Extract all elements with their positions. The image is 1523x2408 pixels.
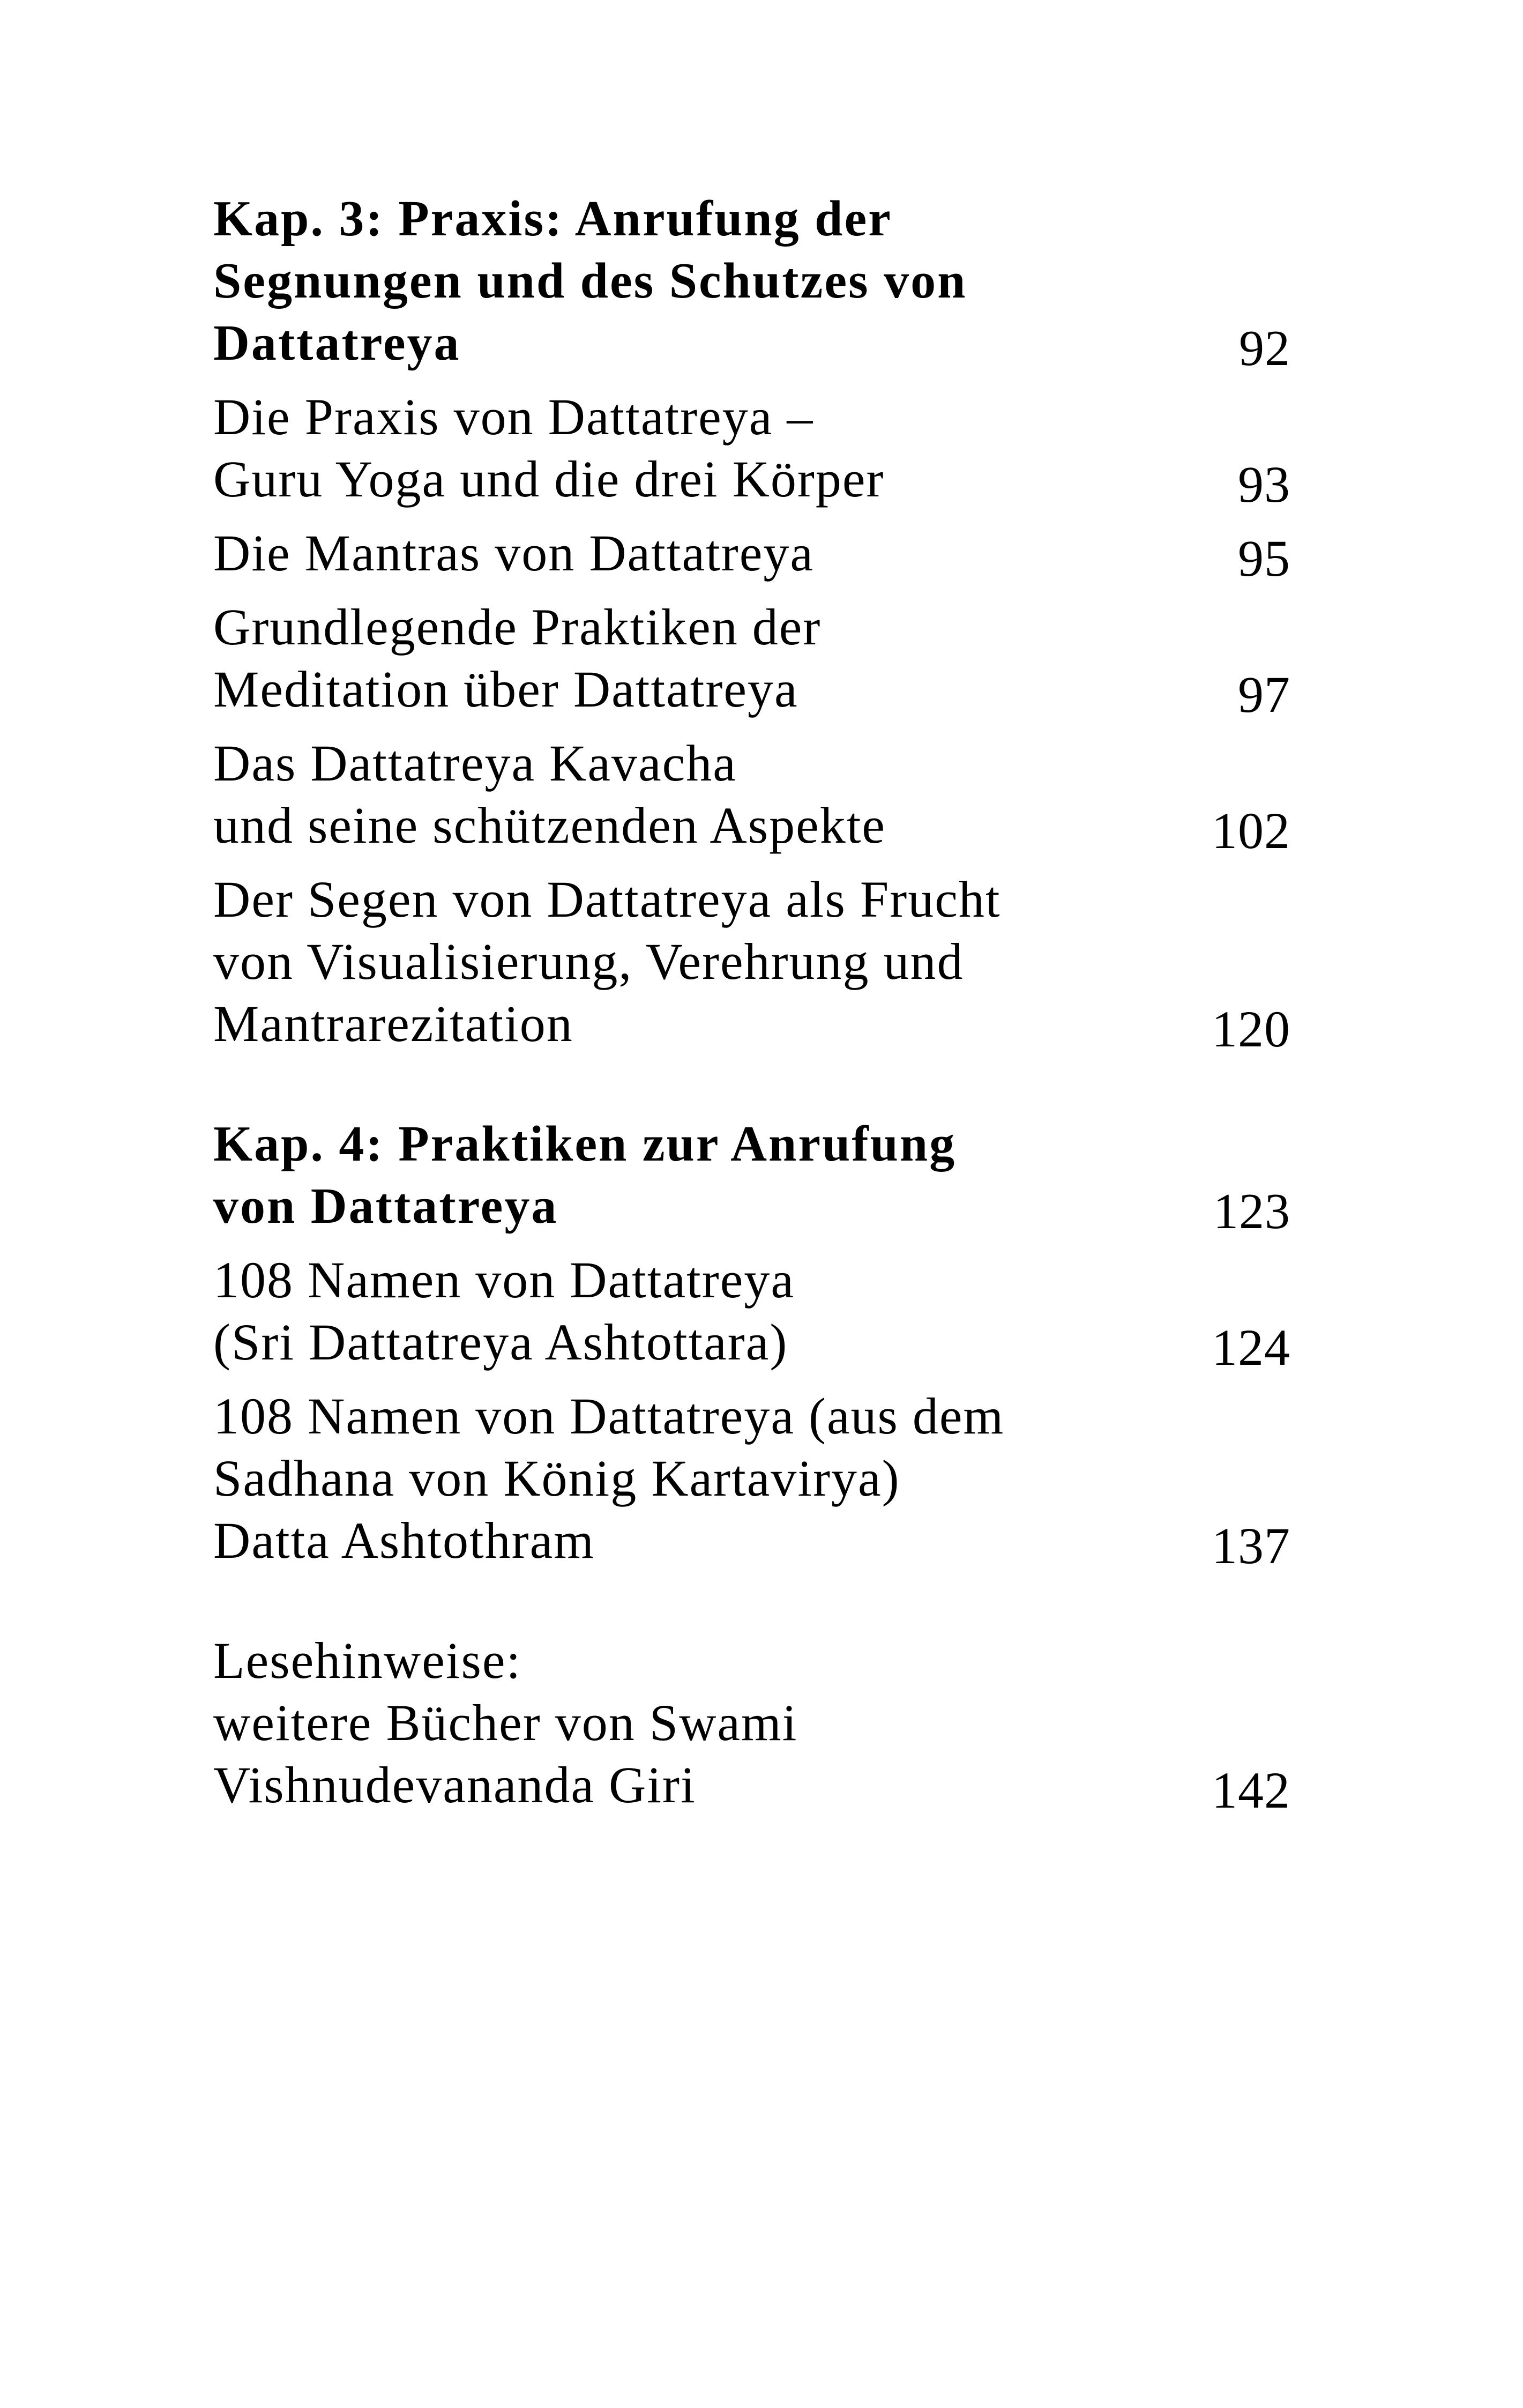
toc-line: von Dattatreya — [213, 1178, 558, 1234]
toc-page-number: 92 — [1239, 321, 1290, 376]
toc-chapter-4 — [213, 1113, 1290, 1237]
toc-entry-title — [213, 1249, 1135, 1373]
toc-page-number: 137 — [1212, 1517, 1290, 1574]
toc-line: Dattatreya — [213, 315, 461, 371]
toc-page-number: 123 — [1213, 1184, 1290, 1239]
toc-line: Kap. 4: Praktiken zur Anrufung — [213, 1116, 957, 1172]
toc-page-number: 95 — [1238, 530, 1290, 587]
toc-line: weitere Bücher von Swami — [213, 1694, 798, 1751]
toc-line: Datta Ashtothram — [213, 1512, 595, 1569]
toc-chapter-3 — [213, 188, 1290, 374]
toc-entry-reading-notes — [213, 1630, 1290, 1819]
toc-page-number: 93 — [1238, 456, 1290, 513]
toc-line: Lesehinweise: — [213, 1632, 522, 1689]
toc-line: Das Dattatreya Kavacha — [213, 734, 737, 792]
toc-line: Mantrarezitation — [213, 995, 573, 1052]
toc-line: (Sri Dattatreya Ashtottara) — [213, 1313, 788, 1371]
toc-entry — [213, 868, 1290, 1058]
toc-page-number: 102 — [1212, 802, 1290, 859]
toc-page-number: 124 — [1212, 1319, 1290, 1376]
toc-chapter-title — [213, 1113, 1135, 1237]
toc-entry-title — [213, 1385, 1135, 1572]
toc-line: 108 Namen von Dattatreya (aus dem — [213, 1387, 1005, 1445]
toc-line: Der Segen von Dattatreya als Frucht — [213, 871, 1001, 928]
toc-page-number: 97 — [1238, 666, 1290, 723]
toc-line: 108 Namen von Dattatreya — [213, 1251, 795, 1309]
toc-line: Meditation über Dattatreya — [213, 660, 798, 718]
toc-entry-title — [213, 522, 1135, 584]
toc-line: Segnungen und des Schutzes von — [213, 253, 967, 309]
toc-line: Kap. 3: Praxis: Anrufung der — [213, 191, 892, 247]
toc-page-number: 120 — [1212, 1000, 1290, 1058]
toc-entry — [213, 522, 1290, 587]
toc-line: Die Praxis von Dattatreya – — [213, 388, 814, 445]
toc-line: Guru Yoga und die drei Körper — [213, 450, 885, 508]
toc-entry — [213, 1249, 1290, 1376]
toc-entry — [213, 732, 1290, 857]
toc-line: Sadhana von König Kartavirya) — [213, 1450, 900, 1507]
toc-line: Die Mantras von Dattatreya — [213, 524, 814, 582]
toc-entry — [213, 1385, 1290, 1572]
toc-entry-title — [213, 1630, 1135, 1816]
toc-page-number: 142 — [1212, 1762, 1290, 1819]
toc-line: Grundlegende Praktiken der — [213, 598, 822, 656]
toc-chapter-title — [213, 188, 1135, 374]
table-of-contents — [213, 188, 1290, 1819]
toc-line: Vishnudevananda Giri — [213, 1756, 696, 1814]
toc-entry — [213, 596, 1290, 723]
toc-line: und seine schützenden Aspekte — [213, 797, 886, 854]
toc-line: von Visualisierung, Verehrung und — [213, 933, 964, 990]
toc-entry-title — [213, 386, 1135, 510]
toc-entry-title — [213, 596, 1135, 720]
toc-entry-title — [213, 868, 1135, 1055]
toc-entry — [213, 386, 1290, 513]
toc-entry-title — [213, 732, 1135, 857]
